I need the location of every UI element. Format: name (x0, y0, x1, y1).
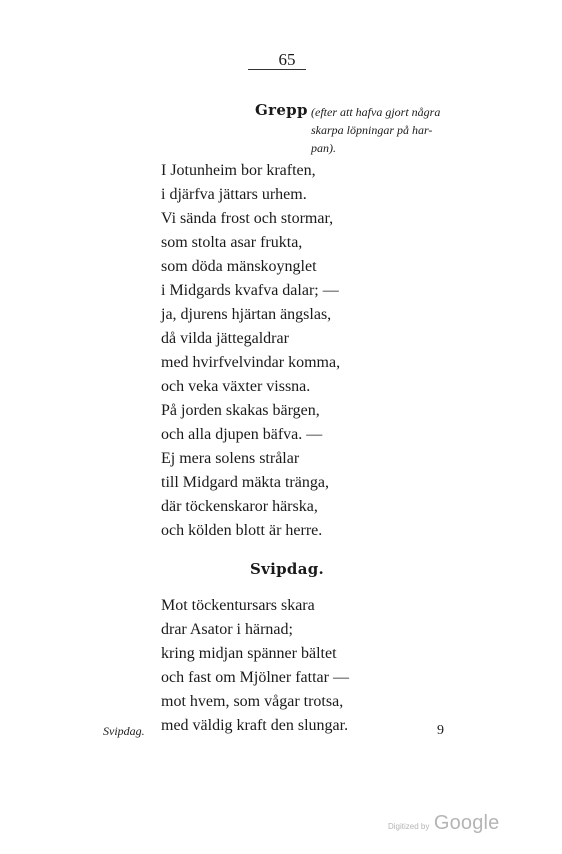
poem-line: i djärfva jättars urhem. (161, 186, 307, 203)
signature-mark: Svipdag. (103, 724, 145, 738)
poem-line: På jorden skakas bärgen, (161, 402, 320, 419)
poem-line: som stolta asar frukta, (161, 234, 303, 251)
poem-line: till Midgard mäkta tränga, (161, 474, 329, 491)
poem-line: som döda mänskoynglet (161, 258, 317, 275)
watermark-prefix: Digitized by (388, 822, 430, 831)
poem-line: då vilda jättegaldrar (161, 330, 289, 347)
digitized-watermark (388, 812, 500, 835)
poem-line: och kölden blott är herre. (161, 522, 323, 539)
poem-stanza-grepp (161, 159, 340, 543)
poem-line: med väldig kraft den slungar. (161, 717, 349, 734)
poem-line: ja, djurens hjärtan ängslas, (161, 306, 332, 323)
poem-line: mot hvem, som vågar trotsa, (161, 693, 344, 710)
page-number: 65 (278, 50, 296, 69)
poem-stanza-svipdag (161, 594, 349, 738)
poem-line: med hvirfvelvindar komma, (161, 354, 341, 371)
poem-line: Vi sända frost och stormar, (161, 210, 334, 227)
section-title: Svipdag. (249, 560, 325, 578)
poem-line: och fast om Mjölner fattar — (161, 669, 349, 686)
stage-direction-line: pan). (311, 141, 336, 155)
poem-line: kring midjan spänner bältet (161, 645, 337, 662)
signature-number: 9 (437, 723, 444, 738)
poem-line: Ej mera solens strålar (161, 450, 300, 467)
poem-line: I Jotunheim bor kraften, (161, 162, 316, 179)
poem-line: och alla djupen bäfva. — (161, 426, 323, 443)
poem-line: Mot töckentursars skara (161, 597, 315, 614)
poem-line: där töckenskaror härska, (161, 498, 318, 515)
watermark-brand: Google (433, 812, 500, 834)
page-number-rule (248, 69, 306, 70)
stage-direction-line: skarpa löpningar på har- (311, 123, 433, 137)
stage-direction (311, 103, 501, 157)
speaker-name: Grepp (255, 101, 308, 119)
stage-direction-line: (efter att hafva gjort några (311, 105, 441, 119)
poem-line: i Midgards kvafva dalar; — (161, 282, 339, 299)
poem-line: drar Asator i härnad; (161, 621, 293, 638)
poem-line: och veka växter vissna. (161, 378, 311, 395)
